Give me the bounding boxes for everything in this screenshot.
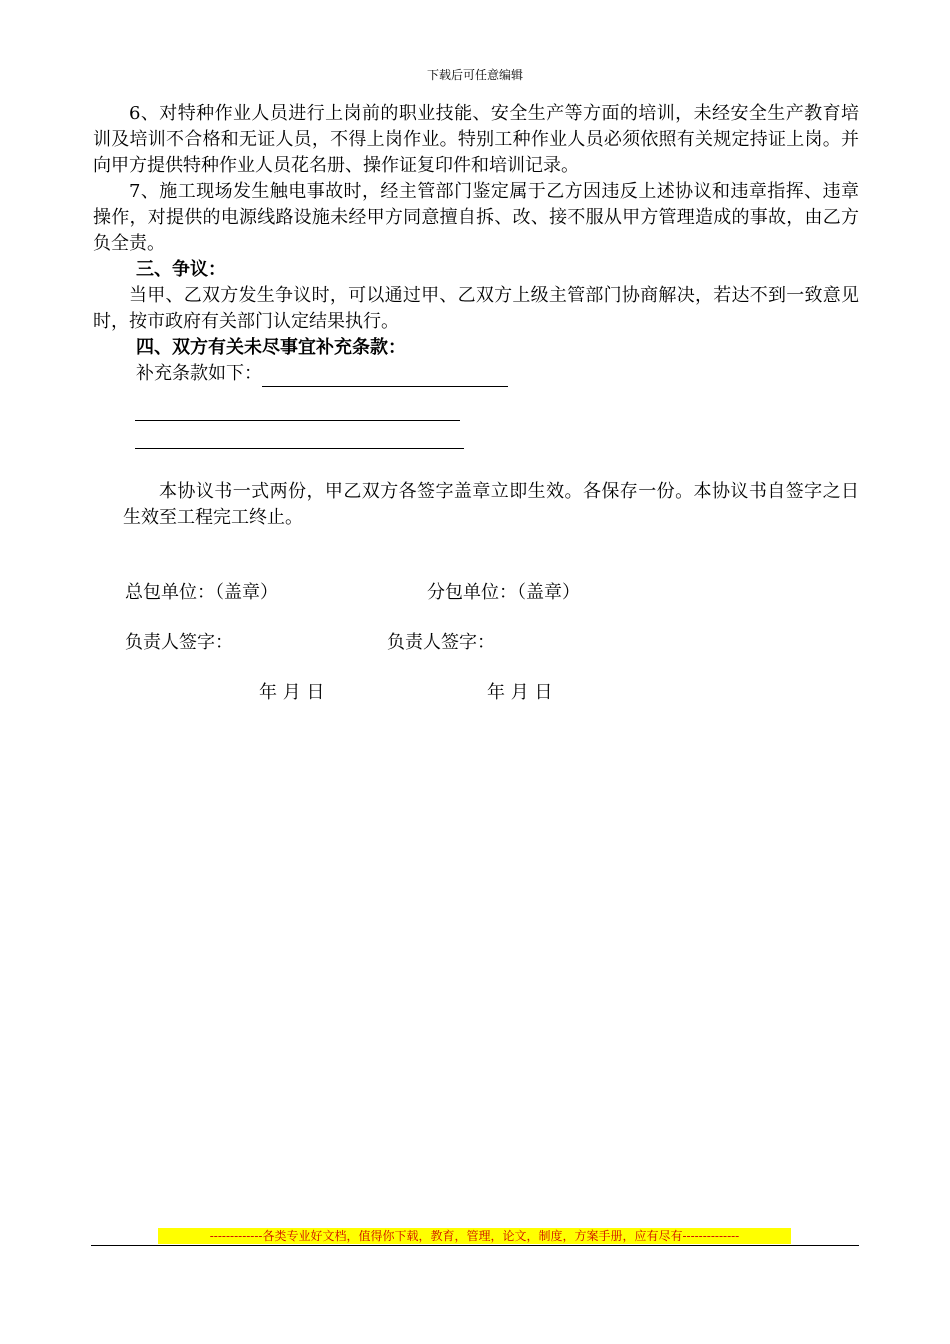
supplement-line (93, 361, 859, 387)
footer-rule (91, 1245, 859, 1246)
date-left: 年 月 日 (259, 682, 325, 703)
item-6: 6、对特种作业人员进行上岗前的职业技能、安全生产等方面的培训，未经安全生产教育培训及培训不合格和无证人员，不得上岗作业。特别工种作业人员必须依照有关规定持证上岗。并向甲方提供特种作业人员花名册、操作证复印件和培训记录。 (93, 103, 859, 176)
supplement-blank-line-3 (135, 448, 464, 449)
section-4-title: 四、双方有关未尽事宜补充条款： (136, 337, 406, 358)
subcontractor-seal: 分包单位：（盖章） (427, 582, 580, 603)
supplement-blank (262, 364, 508, 387)
supplement-label: 补充条款如下： (136, 363, 262, 384)
closing-text: 本协议书一式两份，甲乙双方各签字盖章立即生效。各保存一份。本协议书自签字之日生效至工程完工终止。 (123, 481, 859, 528)
item-7: 7、施工现场发生触电事故时，经主管部门鉴定属于乙方因违反上述协议和违章指挥、违章操作，对提供的电源线路设施未经甲方同意擅自拆、改、接不服从甲方管理造成的事故，由乙方负全责。 (93, 181, 859, 254)
closing-section (93, 479, 859, 531)
date-right: 年 月 日 (487, 682, 553, 703)
footer-banner: -------------各类专业好文档，值得你下载，教育，管理，论文，制度，方案手册，应有尽有-------------- (158, 1228, 791, 1244)
section-3-text: 当甲、乙双方发生争议时，可以通过甲、乙双方上级主管部门协商解决，若达不到一致意见时，按市政府有关部门认定结果执行。 (93, 285, 859, 332)
signer-left-label: 负责人签字： (125, 632, 233, 653)
signer-right-label: 负责人签字： (387, 632, 495, 653)
header-note: 下载后可任意编辑 (426, 68, 523, 82)
general-contractor-seal: 总包单位：（盖章） (125, 582, 278, 603)
supplement-blank-line-2 (135, 420, 460, 421)
section-3-title: 三、争议： (136, 259, 226, 280)
agreement-body (93, 101, 859, 387)
